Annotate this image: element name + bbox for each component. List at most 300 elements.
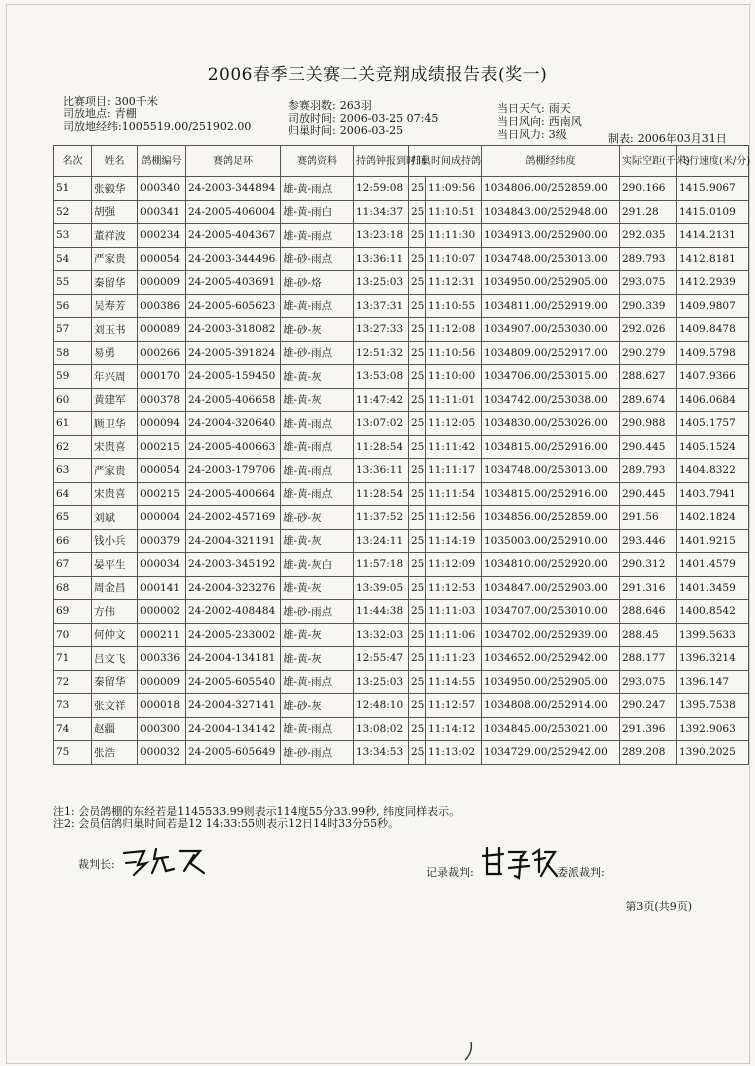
cell-coords: 1034729.00/252942.00 bbox=[482, 741, 620, 765]
table-row bbox=[54, 600, 749, 624]
cell-return-time: 11:09:56 bbox=[426, 177, 482, 201]
cell-ring: 24-2005-400663 bbox=[186, 435, 281, 459]
table-row bbox=[54, 247, 749, 271]
meta-made-date bbox=[608, 133, 727, 145]
cell-distance: 289.793 bbox=[620, 459, 677, 483]
table-row bbox=[54, 177, 749, 201]
cell-ring: 24-2005-406658 bbox=[186, 388, 281, 412]
cell-coords: 1034847.00/252903.00 bbox=[482, 576, 620, 600]
table-row bbox=[54, 741, 749, 765]
cell-coords: 1034742.00/253038.00 bbox=[482, 388, 620, 412]
cell-ring: 24-2005-159450 bbox=[186, 365, 281, 389]
cell-speed: 1395.7538 bbox=[677, 694, 749, 718]
cell-name: 黄建军 bbox=[92, 388, 138, 412]
cell-ring: 24-2003-344496 bbox=[186, 247, 281, 271]
cell-name: 方伟 bbox=[92, 600, 138, 624]
cell-name: 宋贵喜 bbox=[92, 482, 138, 506]
cell-return-time: 11:11:17 bbox=[426, 459, 482, 483]
cell-name: 何仲文 bbox=[92, 623, 138, 647]
cell-loft-id: 000341 bbox=[138, 200, 186, 224]
notes bbox=[53, 806, 460, 830]
cell-return-day: 25 bbox=[409, 482, 426, 506]
cell-rank: 55 bbox=[54, 271, 92, 295]
col-bird-info: 赛鸽资料 bbox=[281, 146, 354, 177]
cell-coords: 1034707.00/253010.00 bbox=[482, 600, 620, 624]
cell-coords: 1034806.00/252859.00 bbox=[482, 177, 620, 201]
cell-ring: 24-2003-345192 bbox=[186, 553, 281, 577]
cell-clock-time: 13:27:33 bbox=[354, 318, 409, 342]
cell-name: 秦留华 bbox=[92, 271, 138, 295]
cell-name: 赵疆 bbox=[92, 717, 138, 741]
cell-return-time: 11:12:53 bbox=[426, 576, 482, 600]
cell-ring: 24-2005-404367 bbox=[186, 224, 281, 248]
table-row bbox=[54, 482, 749, 506]
col-distance: 实际空距(千米) bbox=[620, 146, 677, 177]
cell-clock-time: 11:47:42 bbox=[354, 388, 409, 412]
cell-clock-time: 12:55:47 bbox=[354, 647, 409, 671]
cell-bird-info: 雄-黄-雨点 bbox=[281, 459, 354, 483]
cell-rank: 71 bbox=[54, 647, 92, 671]
cell-bird-info: 雄-黄-灰 bbox=[281, 623, 354, 647]
cell-return-time: 11:10:56 bbox=[426, 341, 482, 365]
meta-wind-dir-value: 西南风 bbox=[548, 115, 582, 128]
cell-rank: 67 bbox=[54, 553, 92, 577]
cell-clock-time: 11:28:54 bbox=[354, 482, 409, 506]
meta-release-coords-value: 1005519.00/251902.00 bbox=[121, 120, 252, 133]
cell-rank: 72 bbox=[54, 670, 92, 694]
cell-bird-info: 雄-黄-雨点 bbox=[281, 717, 354, 741]
delegate-judge-label: 委派裁判: bbox=[557, 866, 605, 879]
cell-rank: 63 bbox=[54, 459, 92, 483]
cell-distance: 289.793 bbox=[620, 247, 677, 271]
table-row bbox=[54, 271, 749, 295]
cell-coords: 1034913.00/252900.00 bbox=[482, 224, 620, 248]
cell-bird-info: 雄-黄-雨点 bbox=[281, 412, 354, 436]
cell-coords: 1034815.00/252916.00 bbox=[482, 482, 620, 506]
cell-name: 严家贵 bbox=[92, 459, 138, 483]
cell-loft-id: 000215 bbox=[138, 435, 186, 459]
cell-loft-id: 000211 bbox=[138, 623, 186, 647]
cell-return-time: 11:11:23 bbox=[426, 647, 482, 671]
cell-clock-time: 13:07:02 bbox=[354, 412, 409, 436]
cell-coords: 1034845.00/253021.00 bbox=[482, 717, 620, 741]
cell-speed: 1402.1824 bbox=[677, 506, 749, 530]
cell-speed: 1414.2131 bbox=[677, 224, 749, 248]
col-clock-time: 持鸽钟报到时间 bbox=[354, 146, 409, 177]
cell-speed: 1415.0109 bbox=[677, 200, 749, 224]
cell-loft-id: 000141 bbox=[138, 576, 186, 600]
meta-made-label: 制表: bbox=[608, 132, 634, 145]
chief-judge-signature bbox=[118, 843, 208, 879]
cell-return-day: 25 bbox=[409, 506, 426, 530]
meta-weather-value: 雨天 bbox=[548, 102, 571, 115]
cell-coords: 1034706.00/253015.00 bbox=[482, 365, 620, 389]
cell-ring: 24-2005-605649 bbox=[186, 741, 281, 765]
cell-bird-info: 雄-砂-烙 bbox=[281, 271, 354, 295]
meta-birds-label: 参赛羽数: bbox=[288, 99, 336, 112]
cell-name: 吕文飞 bbox=[92, 647, 138, 671]
table-row bbox=[54, 576, 749, 600]
cell-rank: 74 bbox=[54, 717, 92, 741]
cell-rank: 61 bbox=[54, 412, 92, 436]
cell-return-time: 11:10:00 bbox=[426, 365, 482, 389]
table-row bbox=[54, 435, 749, 459]
cell-bird-info: 雄-黄-雨点 bbox=[281, 224, 354, 248]
cell-return-day: 25 bbox=[409, 200, 426, 224]
cell-distance: 290.988 bbox=[620, 412, 677, 436]
cell-speed: 1412.2939 bbox=[677, 271, 749, 295]
cell-rank: 62 bbox=[54, 435, 92, 459]
cell-name: 晏平生 bbox=[92, 553, 138, 577]
cell-return-day: 25 bbox=[409, 553, 426, 577]
cell-coords: 1034810.00/252920.00 bbox=[482, 553, 620, 577]
cell-bird-info: 雄-黄-灰 bbox=[281, 576, 354, 600]
cell-distance: 291.56 bbox=[620, 506, 677, 530]
cell-bird-info: 雄-黄-雨点 bbox=[281, 482, 354, 506]
meta-made-value: 2006年03月31日 bbox=[637, 132, 727, 145]
cell-return-day: 25 bbox=[409, 670, 426, 694]
cell-ring: 24-2004-134142 bbox=[186, 717, 281, 741]
cell-coords: 1034950.00/252905.00 bbox=[482, 670, 620, 694]
cell-return-time: 11:13:02 bbox=[426, 741, 482, 765]
cell-speed: 1409.8478 bbox=[677, 318, 749, 342]
table-row bbox=[54, 294, 749, 318]
cell-name: 钱小兵 bbox=[92, 529, 138, 553]
cell-return-time: 11:12:09 bbox=[426, 553, 482, 577]
meta-return-time-value: 2006-03-25 bbox=[339, 124, 404, 137]
cell-distance: 292.035 bbox=[620, 224, 677, 248]
note-2: 注2: 会员信鸽归巢时间若是12 14:33:55则表示12日14时33分55秒。 bbox=[53, 817, 400, 830]
cell-bird-info: 雄-黄-灰 bbox=[281, 365, 354, 389]
cell-name: 秦留华 bbox=[92, 670, 138, 694]
meta-return-time bbox=[288, 125, 403, 137]
cell-distance: 290.339 bbox=[620, 294, 677, 318]
cell-clock-time: 11:37:52 bbox=[354, 506, 409, 530]
cell-rank: 56 bbox=[54, 294, 92, 318]
cell-coords: 1034652.00/252942.00 bbox=[482, 647, 620, 671]
cell-coords: 1034815.00/252916.00 bbox=[482, 435, 620, 459]
cell-name: 张毅华 bbox=[92, 177, 138, 201]
cell-clock-time: 13:36:11 bbox=[354, 247, 409, 271]
cell-return-time: 11:11:42 bbox=[426, 435, 482, 459]
cell-distance: 292.026 bbox=[620, 318, 677, 342]
cell-coords: 1034907.00/253030.00 bbox=[482, 318, 620, 342]
cell-rank: 69 bbox=[54, 600, 92, 624]
table-row bbox=[54, 412, 749, 436]
cell-return-time: 11:11:54 bbox=[426, 482, 482, 506]
table-row bbox=[54, 623, 749, 647]
cell-bird-info: 雄-黄-雨点 bbox=[281, 670, 354, 694]
cell-loft-id: 000379 bbox=[138, 529, 186, 553]
col-loft-id: 鸽棚编号 bbox=[138, 146, 186, 177]
cell-distance: 293.075 bbox=[620, 670, 677, 694]
cell-speed: 1403.7941 bbox=[677, 482, 749, 506]
cell-distance: 289.208 bbox=[620, 741, 677, 765]
cell-name: 张文祥 bbox=[92, 694, 138, 718]
cell-bird-info: 雄-黄-雨点 bbox=[281, 177, 354, 201]
cell-loft-id: 000009 bbox=[138, 271, 186, 295]
meta-return-time-label: 归巢时间: bbox=[288, 124, 336, 137]
cell-speed: 1401.4579 bbox=[677, 553, 749, 577]
table-row bbox=[54, 200, 749, 224]
meta-event-value: 300千米 bbox=[114, 95, 158, 108]
cell-return-day: 25 bbox=[409, 529, 426, 553]
col-speed: 飞行速度(米/分) bbox=[677, 146, 749, 177]
cell-return-day: 25 bbox=[409, 623, 426, 647]
cell-distance: 288.177 bbox=[620, 647, 677, 671]
cell-speed: 1396.3214 bbox=[677, 647, 749, 671]
table-header-row bbox=[54, 146, 749, 177]
table-row bbox=[54, 341, 749, 365]
cell-coords: 1034830.00/253026.00 bbox=[482, 412, 620, 436]
cell-return-time: 11:10:55 bbox=[426, 294, 482, 318]
table-row bbox=[54, 529, 749, 553]
table-row bbox=[54, 553, 749, 577]
cell-name: 刘玉书 bbox=[92, 318, 138, 342]
scan-mark bbox=[463, 1040, 477, 1062]
cell-distance: 291.28 bbox=[620, 200, 677, 224]
cell-bird-info: 雄-黄-雨点 bbox=[281, 294, 354, 318]
cell-return-time: 11:12:08 bbox=[426, 318, 482, 342]
cell-ring: 24-2005-605623 bbox=[186, 294, 281, 318]
cell-ring: 24-2005-605540 bbox=[186, 670, 281, 694]
cell-clock-time: 13:53:08 bbox=[354, 365, 409, 389]
cell-loft-id: 000336 bbox=[138, 647, 186, 671]
cell-return-day: 25 bbox=[409, 576, 426, 600]
cell-coords: 1034843.00/252948.00 bbox=[482, 200, 620, 224]
cell-distance: 293.075 bbox=[620, 271, 677, 295]
cell-bird-info: 雄-黄-灰白 bbox=[281, 553, 354, 577]
recorder-judge-signature bbox=[479, 844, 559, 882]
cell-clock-time: 12:59:08 bbox=[354, 177, 409, 201]
cell-return-time: 11:10:07 bbox=[426, 247, 482, 271]
meta-release-place-label: 司放地点: bbox=[63, 107, 111, 120]
cell-clock-time: 13:23:18 bbox=[354, 224, 409, 248]
cell-speed: 1415.9067 bbox=[677, 177, 749, 201]
cell-bird-info: 雄-砂-灰 bbox=[281, 694, 354, 718]
cell-ring: 24-2005-391824 bbox=[186, 341, 281, 365]
cell-speed: 1399.5633 bbox=[677, 623, 749, 647]
cell-speed: 1405.1524 bbox=[677, 435, 749, 459]
cell-ring: 24-2004-134181 bbox=[186, 647, 281, 671]
cell-coords: 1034811.00/252919.00 bbox=[482, 294, 620, 318]
cell-return-day: 25 bbox=[409, 177, 426, 201]
cell-loft-id: 000032 bbox=[138, 741, 186, 765]
cell-bird-info: 雄-砂-灰 bbox=[281, 318, 354, 342]
recorder-judge-label: 记录裁判: bbox=[426, 866, 474, 879]
cell-ring: 24-2005-403691 bbox=[186, 271, 281, 295]
cell-rank: 64 bbox=[54, 482, 92, 506]
cell-loft-id: 000340 bbox=[138, 177, 186, 201]
chief-judge-label: 裁判长: bbox=[78, 858, 115, 871]
cell-return-day: 25 bbox=[409, 694, 426, 718]
meta-birds bbox=[288, 100, 372, 112]
cell-speed: 1405.1757 bbox=[677, 412, 749, 436]
meta-release-place bbox=[63, 108, 137, 120]
cell-return-day: 25 bbox=[409, 365, 426, 389]
cell-ring: 24-2003-318082 bbox=[186, 318, 281, 342]
table-row bbox=[54, 717, 749, 741]
cell-return-time: 11:11:06 bbox=[426, 623, 482, 647]
cell-ring: 24-2005-400664 bbox=[186, 482, 281, 506]
meta-wind-dir-label: 当日风向: bbox=[497, 115, 545, 128]
cell-clock-time: 13:25:03 bbox=[354, 670, 409, 694]
meta-release-time-label: 司放时间: bbox=[288, 112, 336, 125]
cell-bird-info: 雄-砂-雨点 bbox=[281, 341, 354, 365]
cell-distance: 290.312 bbox=[620, 553, 677, 577]
cell-coords: 1034809.00/252917.00 bbox=[482, 341, 620, 365]
cell-ring: 24-2002-408484 bbox=[186, 600, 281, 624]
cell-clock-time: 13:37:31 bbox=[354, 294, 409, 318]
cell-rank: 51 bbox=[54, 177, 92, 201]
cell-return-day: 25 bbox=[409, 717, 426, 741]
cell-ring: 24-2005-233002 bbox=[186, 623, 281, 647]
meta-event-label: 比赛项目: bbox=[63, 95, 111, 108]
cell-loft-id: 000089 bbox=[138, 318, 186, 342]
cell-ring: 24-2004-320640 bbox=[186, 412, 281, 436]
cell-return-time: 11:12:57 bbox=[426, 694, 482, 718]
cell-return-time: 11:14:19 bbox=[426, 529, 482, 553]
cell-return-time: 11:10:51 bbox=[426, 200, 482, 224]
cell-loft-id: 000054 bbox=[138, 459, 186, 483]
table-row bbox=[54, 388, 749, 412]
cell-clock-time: 12:51:32 bbox=[354, 341, 409, 365]
cell-clock-time: 11:34:37 bbox=[354, 200, 409, 224]
table-row bbox=[54, 694, 749, 718]
cell-return-time: 11:14:55 bbox=[426, 670, 482, 694]
cell-loft-id: 000386 bbox=[138, 294, 186, 318]
cell-rank: 66 bbox=[54, 529, 92, 553]
cell-return-time: 11:11:03 bbox=[426, 600, 482, 624]
cell-clock-time: 13:24:11 bbox=[354, 529, 409, 553]
cell-rank: 58 bbox=[54, 341, 92, 365]
cell-bird-info: 雄-黄-灰 bbox=[281, 529, 354, 553]
meta-wind-force-label: 当日风力: bbox=[497, 128, 545, 141]
cell-rank: 73 bbox=[54, 694, 92, 718]
cell-clock-time: 13:32:03 bbox=[354, 623, 409, 647]
cell-return-day: 25 bbox=[409, 341, 426, 365]
cell-return-time: 11:12:05 bbox=[426, 412, 482, 436]
cell-rank: 52 bbox=[54, 200, 92, 224]
cell-return-time: 11:12:56 bbox=[426, 506, 482, 530]
meta-release-time-value: 2006-03-25 07:45 bbox=[339, 112, 439, 125]
cell-return-time: 11:12:31 bbox=[426, 271, 482, 295]
cell-rank: 53 bbox=[54, 224, 92, 248]
cell-speed: 1409.5798 bbox=[677, 341, 749, 365]
results-table bbox=[53, 145, 749, 765]
cell-rank: 68 bbox=[54, 576, 92, 600]
cell-loft-id: 000018 bbox=[138, 694, 186, 718]
cell-loft-id: 000002 bbox=[138, 600, 186, 624]
cell-loft-id: 000378 bbox=[138, 388, 186, 412]
cell-clock-time: 13:36:11 bbox=[354, 459, 409, 483]
cell-clock-time: 13:34:53 bbox=[354, 741, 409, 765]
cell-ring: 24-2004-327141 bbox=[186, 694, 281, 718]
cell-clock-time: 13:08:02 bbox=[354, 717, 409, 741]
cell-speed: 1409.9807 bbox=[677, 294, 749, 318]
cell-speed: 1404.8322 bbox=[677, 459, 749, 483]
cell-name: 胡强 bbox=[92, 200, 138, 224]
meta-wind-dir bbox=[497, 116, 582, 128]
cell-speed: 1396.147 bbox=[677, 670, 749, 694]
cell-loft-id: 000234 bbox=[138, 224, 186, 248]
cell-rank: 54 bbox=[54, 247, 92, 271]
cell-coords: 1034702.00/252939.00 bbox=[482, 623, 620, 647]
cell-clock-time: 13:25:03 bbox=[354, 271, 409, 295]
meta-weather-label: 当日天气: bbox=[497, 102, 545, 115]
page-number: 第3页(共9页) bbox=[625, 900, 692, 913]
cell-speed: 1412.8181 bbox=[677, 247, 749, 271]
cell-name: 董祥波 bbox=[92, 224, 138, 248]
note-1: 注1: 会员鸽棚的东经若是1145533.99则表示114度55分33.99秒, 纬度同样表示。 bbox=[53, 805, 461, 818]
cell-return-day: 25 bbox=[409, 271, 426, 295]
meta-release-place-value: 青棚 bbox=[114, 107, 137, 120]
table-row bbox=[54, 365, 749, 389]
cell-loft-id: 000054 bbox=[138, 247, 186, 271]
col-coords: 鸽棚经纬度 bbox=[482, 146, 620, 177]
cell-loft-id: 000215 bbox=[138, 482, 186, 506]
cell-return-day: 25 bbox=[409, 224, 426, 248]
cell-coords: 1034748.00/253013.00 bbox=[482, 247, 620, 271]
col-ring: 赛鸽足环 bbox=[186, 146, 281, 177]
cell-speed: 1392.9063 bbox=[677, 717, 749, 741]
meta-release-coords bbox=[63, 121, 251, 133]
cell-ring: 24-2003-344894 bbox=[186, 177, 281, 201]
cell-return-day: 25 bbox=[409, 247, 426, 271]
cell-coords: 1035003.00/252910.00 bbox=[482, 529, 620, 553]
cell-clock-time: 12:48:10 bbox=[354, 694, 409, 718]
cell-return-day: 25 bbox=[409, 294, 426, 318]
cell-rank: 65 bbox=[54, 506, 92, 530]
cell-ring: 24-2004-323276 bbox=[186, 576, 281, 600]
cell-name: 易勇 bbox=[92, 341, 138, 365]
cell-name: 刘斌 bbox=[92, 506, 138, 530]
cell-distance: 290.166 bbox=[620, 177, 677, 201]
cell-ring: 24-2002-457169 bbox=[186, 506, 281, 530]
cell-return-day: 25 bbox=[409, 741, 426, 765]
cell-loft-id: 000034 bbox=[138, 553, 186, 577]
cell-name: 张浩 bbox=[92, 741, 138, 765]
cell-distance: 288.627 bbox=[620, 365, 677, 389]
meta-wind-force-value: 3级 bbox=[548, 128, 567, 141]
cell-return-time: 11:11:30 bbox=[426, 224, 482, 248]
cell-clock-time: 11:44:38 bbox=[354, 600, 409, 624]
cell-return-time: 11:14:12 bbox=[426, 717, 482, 741]
cell-rank: 57 bbox=[54, 318, 92, 342]
cell-name: 顾卫华 bbox=[92, 412, 138, 436]
cell-bird-info: 雄-黄-灰 bbox=[281, 647, 354, 671]
cell-distance: 290.445 bbox=[620, 482, 677, 506]
cell-name: 严家贵 bbox=[92, 247, 138, 271]
cell-rank: 75 bbox=[54, 741, 92, 765]
cell-rank: 60 bbox=[54, 388, 92, 412]
cell-name: 年兴周 bbox=[92, 365, 138, 389]
col-rank: 名次 bbox=[54, 146, 92, 177]
cell-distance: 288.646 bbox=[620, 600, 677, 624]
table-row bbox=[54, 318, 749, 342]
cell-bird-info: 雄-砂-雨点 bbox=[281, 600, 354, 624]
cell-return-time: 11:11:01 bbox=[426, 388, 482, 412]
cell-distance: 290.247 bbox=[620, 694, 677, 718]
cell-distance: 291.316 bbox=[620, 576, 677, 600]
table-row bbox=[54, 647, 749, 671]
cell-coords: 1034808.00/252914.00 bbox=[482, 694, 620, 718]
cell-name: 吴寿芳 bbox=[92, 294, 138, 318]
cell-loft-id: 000266 bbox=[138, 341, 186, 365]
cell-distance: 289.674 bbox=[620, 388, 677, 412]
cell-bird-info: 雄-砂-雨点 bbox=[281, 741, 354, 765]
cell-loft-id: 000300 bbox=[138, 717, 186, 741]
